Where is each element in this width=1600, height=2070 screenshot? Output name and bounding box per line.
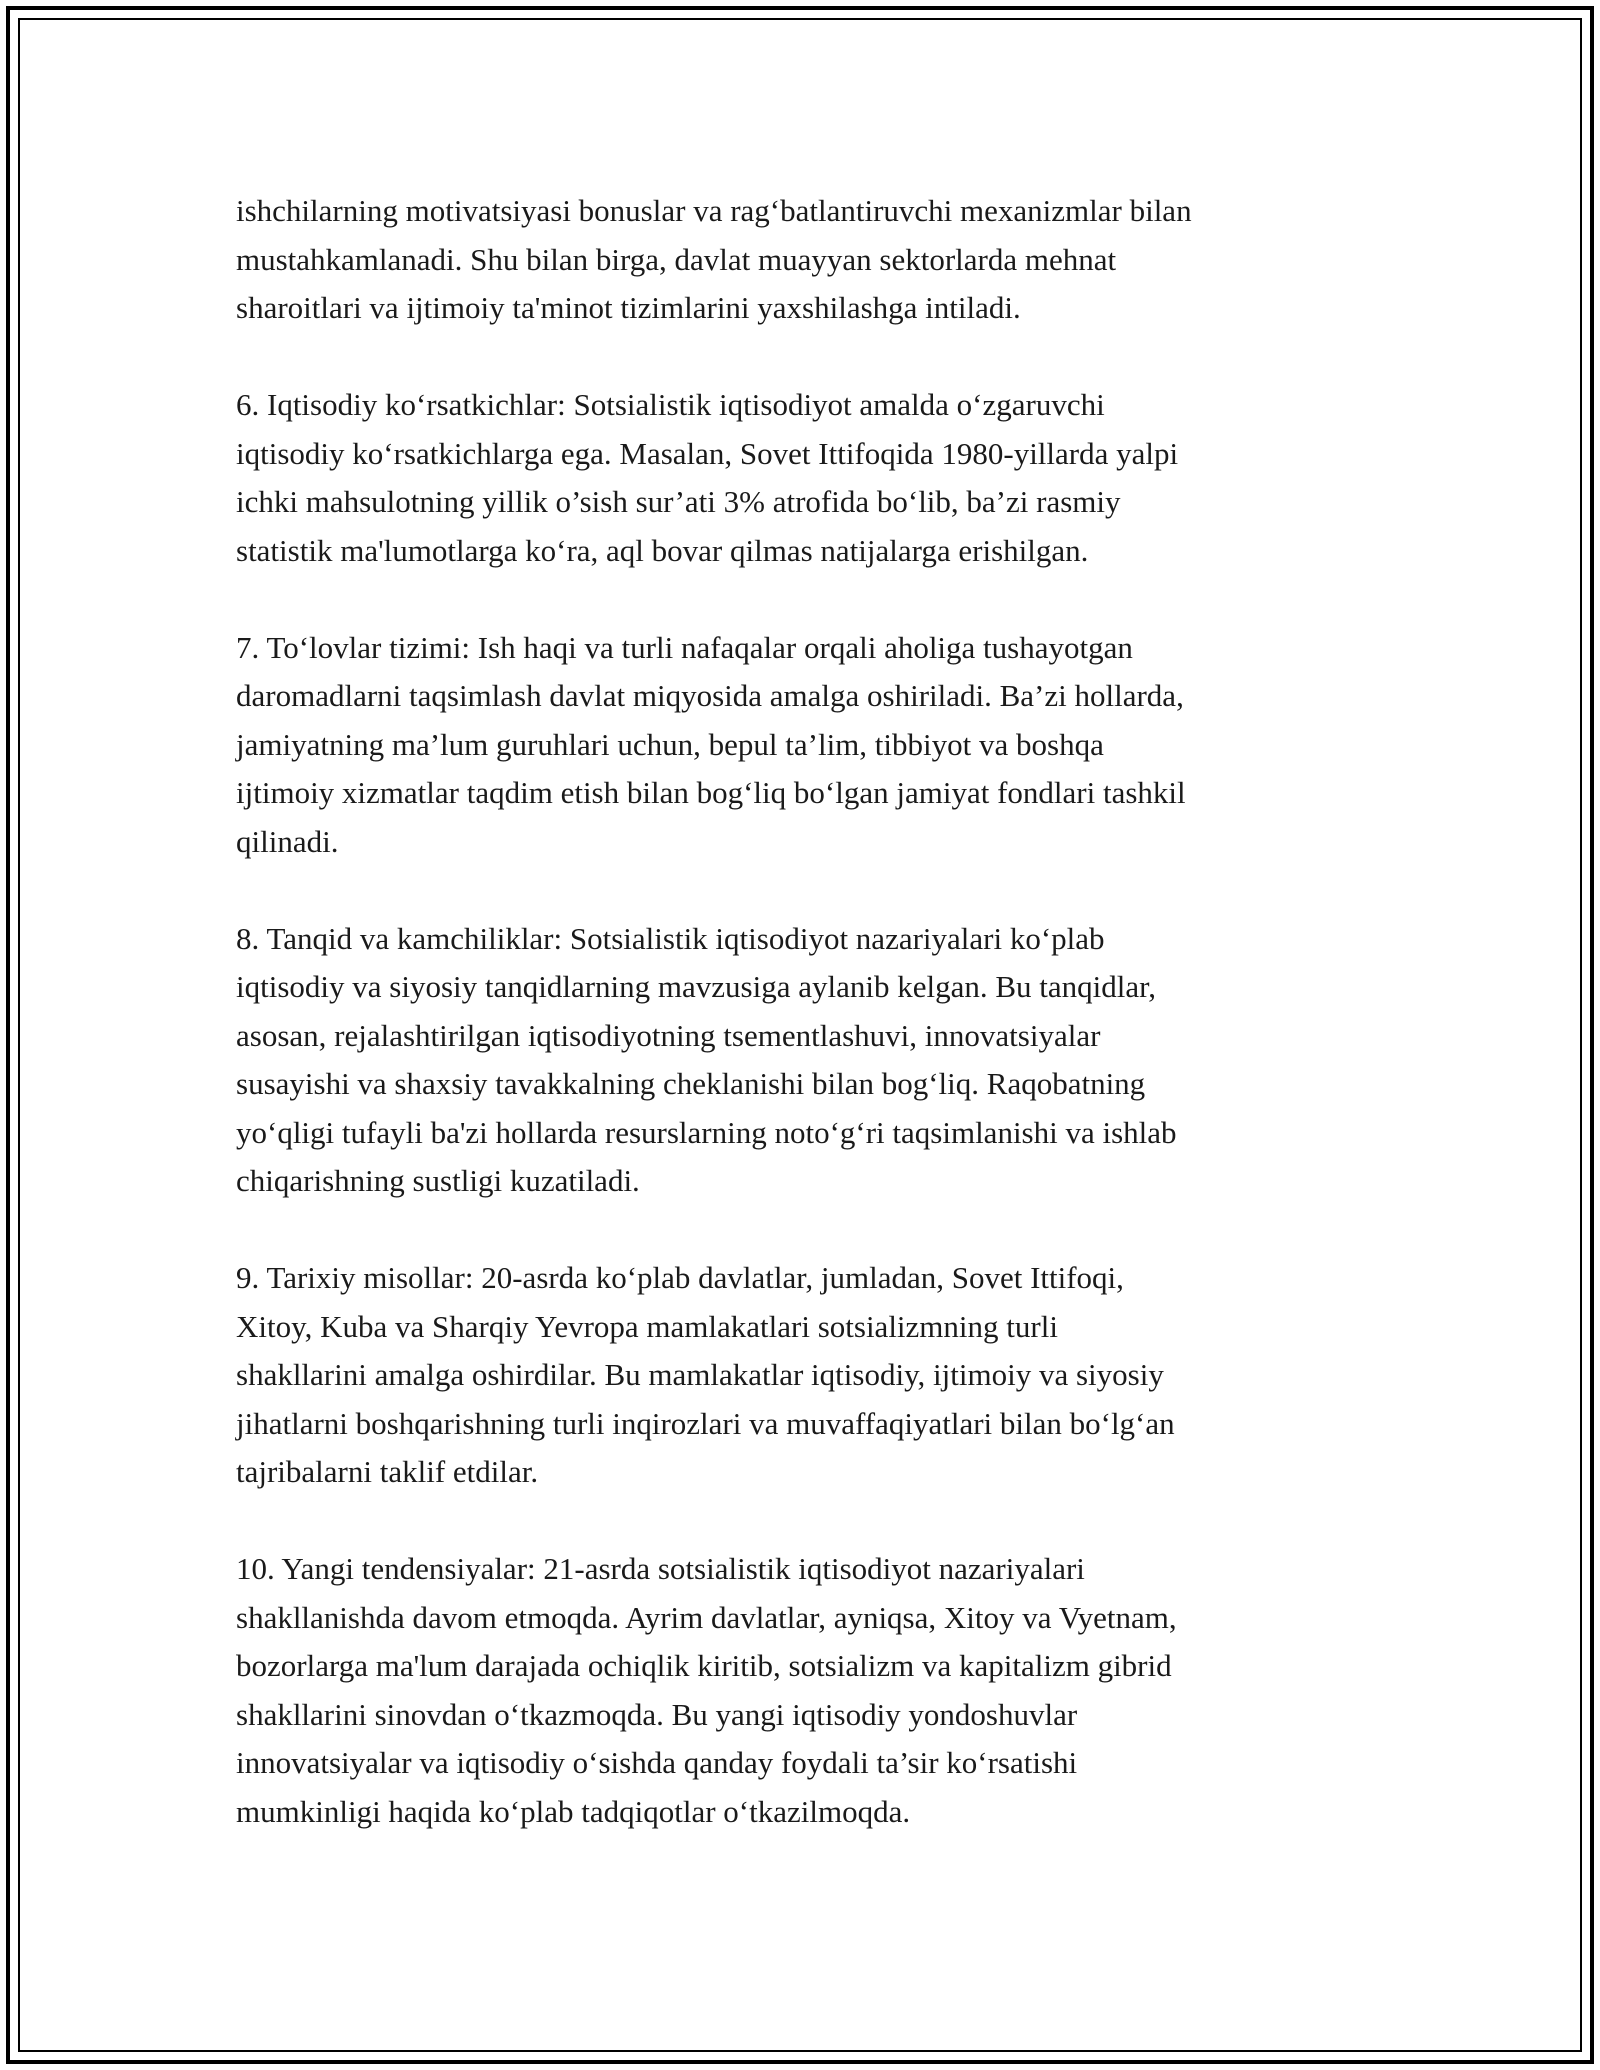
paragraph-payment-system: 7. To‘lovlar tizimi: Ish haqi va turli nafaqalar orqali aholiga tushayotgan daromadlarni taqsimlash davlat miqyosida amalga oshiriladi. Ba’zi hollarda, jamiyatning ma’lum guruhlari uchun, bepul ta’lim, tibbiyot va boshqa ijtimoiy xizmatlar taqdim etish bilan bog‘liq bo‘lgan jamiyat fondlari tashkil qilinadi. — [236, 629, 1186, 859]
paragraph-continuation: ishchilarning motivatsiyasi bonuslar va rag‘batlantiruvchi mexanizmlar bilan mustahkamlanadi. Shu bilan birga, davlat muayyan sektorlarda mehnat sharoitlari va ijtimoiy ta'minot tizimlarini yaxshilashga intiladi. — [236, 193, 1192, 325]
paragraph-historical-examples: 9. Tarixiy misollar: 20-asrda ko‘plab davlatlar, jumladan, Sovet Ittifoqi, Xitoy, Kuba va Sharqiy Yevropa mamlakatlari sotsializmning turli shakllarini amalga oshirdilar. Bu mamlakatlar iqtisodiy, ijtimoiy va siyosiy jihatlarni boshqarishning turli inqirozlari va muvaffaqiyatlari bilan bo‘lg‘an tajribalarni taklif etdilar. — [236, 1260, 1175, 1489]
paragraph-new-trends: 10. Yangi tendensiyalar: 21-asrda sotsialistik iqtisodiyot nazariyalari shakllanishda davom etmoqda. Ayrim davlatlar, ayniqsa, Xitoy va Vyetnam, bozorlarga ma'lum darajada ochiqlik kiritib, sotsializm va kapitalizm gibrid shakllarini sinovdan o‘tkazmoqda. Bu yangi iqtisodiy yondoshuvlar innovatsiyalar va iqtisodiy o‘sishda qanday foydali ta’sir ko‘rsatishi mumkinligi haqida ko‘plab tadqiqotlar o‘tkazilmoqda. — [236, 1551, 1177, 1829]
paragraph-economic-indicators: 6. Iqtisodiy ko‘rsatkichlar: Sotsialistik iqtisodiyot amalda o‘zgaruvchi iqtisodiy ko‘rsatkichlarga ega. Masalan, Sovet Ittifoqida 1980-yillarda yalpi ichki mahsulotning yillik o’sish sur’ati 3% atrofida bo‘lib, ba’zi rasmiy statistik ma'lumotlarga ko‘ra, aql bovar qilmas natijalarga erishilgan. — [236, 387, 1179, 568]
document-body — [236, 187, 1396, 1885]
paragraph-criticism: 8. Tanqid va kamchiliklar: Sotsialistik iqtisodiyot nazariyalari ko‘plab iqtisodiy va siyosiy tanqidlarning mavzusiga aylanib kelgan. Bu tanqidlar, asosan, rejalashtirilgan iqtisodiyotning tsementlashuvi, innovatsiyalar susayishi va shaxsiy tavakkalning cheklanishi bilan bog‘liq. Raqobatning yo‘qligi tufayli ba'zi hollarda resurslarning noto‘g‘ri taqsimlanishi va ishlab chiqarishning sustligi kuzatiladi. — [236, 920, 1177, 1198]
